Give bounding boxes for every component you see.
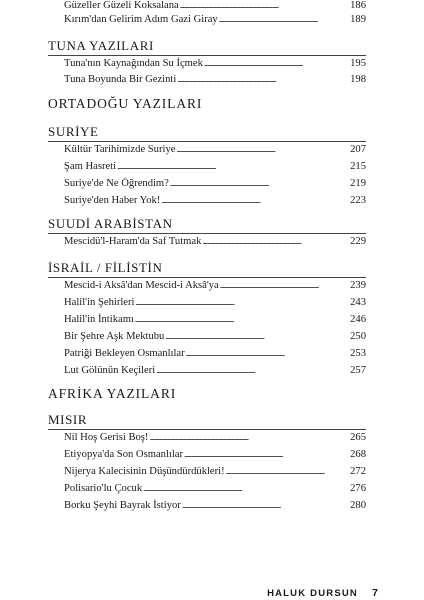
part-heading-afrika: AFRİKA YAZILARI: [48, 386, 177, 401]
entry-page: 239: [350, 280, 366, 291]
section-heading-israil: İSRAİL / FİLİSTİN: [48, 260, 163, 275]
entry-page: 198: [350, 74, 366, 85]
toc-entry: [64, 362, 366, 378]
entry-page: 272: [350, 466, 366, 477]
toc-entry: [64, 463, 366, 479]
entry-page: 276: [350, 483, 366, 494]
entry-page: 280: [350, 500, 366, 511]
toc-entry: [64, 233, 366, 249]
leader-dots: [149, 434, 349, 442]
entry-title: Polisario'lu Çocuk: [64, 483, 143, 494]
section-heading-suudi: SUUDİ ARABİSTAN: [48, 216, 173, 231]
entry-title: Nijerya Kalecisinin Düşündürdükleri!: [64, 466, 225, 477]
leader-dots: [156, 367, 349, 375]
entry-page: 253: [350, 348, 366, 359]
leader-dots: [135, 299, 349, 307]
entry-title: Halil'in Şehirleri: [64, 297, 135, 308]
leader-dots: [165, 333, 349, 341]
leader-dots: [161, 197, 349, 205]
leader-dots: [176, 146, 349, 154]
entry-page: 257: [350, 365, 366, 376]
entry-page: 189: [350, 14, 366, 25]
section-heading-tuna: TUNA YAZILARI: [48, 38, 154, 53]
entry-title: Lut Gölünün Keçileri: [64, 365, 156, 376]
toc-entry: [64, 71, 366, 87]
entry-title: Nil Hoş Gerisi Boş!: [64, 432, 149, 443]
leader-dots: [177, 76, 349, 84]
entry-page: 246: [350, 314, 366, 325]
leader-dots: [184, 451, 349, 459]
toc-entry: [64, 11, 366, 27]
section-heading-misir: MISIR: [48, 412, 88, 427]
entry-page: 268: [350, 449, 366, 460]
entry-title: Borku Şeyhi Bayrak İstiyor: [64, 500, 181, 511]
entry-page: 195: [350, 58, 366, 69]
entry-title: Patriği Bekleyen Osmanlılar: [64, 348, 185, 359]
leader-dots: [170, 180, 349, 188]
leader-dots: [180, 2, 349, 10]
entry-title: Halil'in İntikamı: [64, 314, 134, 325]
entry-page: 265: [350, 432, 366, 443]
leader-dots: [182, 502, 349, 510]
entry-title: Güzeller Güzeli Koksalana: [64, 0, 179, 11]
entry-page: 215: [350, 161, 366, 172]
entry-page: 219: [350, 178, 366, 189]
entry-title: Suriye'de Ne Öğrendim?: [64, 178, 169, 189]
entry-page: 250: [350, 331, 366, 342]
entry-title: Mescidü'l-Haram'da Saf Tutmak: [64, 236, 202, 247]
toc-entry: [64, 55, 366, 71]
leader-dots: [226, 468, 349, 476]
toc-entry: [64, 192, 366, 208]
toc-entry: [64, 158, 366, 174]
entry-title: Kültür Tarihimizde Suriye: [64, 144, 176, 155]
leader-dots: [202, 238, 349, 246]
entry-page: 223: [350, 195, 366, 206]
entry-page: 243: [350, 297, 366, 308]
entry-title: Tuna Boyunda Bir Gezinti: [64, 74, 177, 85]
toc-entry: [64, 175, 366, 191]
toc-entry: [64, 429, 366, 445]
leader-dots: [220, 282, 349, 290]
leader-dots: [117, 163, 349, 171]
entry-page: 207: [350, 144, 366, 155]
section-heading-suriye: SURİYE: [48, 124, 99, 139]
leader-dots: [135, 316, 349, 324]
entry-page: 186: [350, 0, 366, 11]
leader-dots: [143, 485, 349, 493]
toc-entry: [64, 277, 366, 293]
entry-title: Bir Şehre Aşk Mektubu: [64, 331, 165, 342]
entry-title: Suriye'den Haber Yok!: [64, 195, 161, 206]
entry-title: Mescid-i Aksâ'dan Mescid-i Aksâ'ya: [64, 280, 219, 291]
page-number: 7: [372, 587, 378, 599]
entry-title: Kırım'dan Gelirim Adım Gazi Giray: [64, 14, 218, 25]
leader-dots: [204, 60, 349, 68]
entry-title: Etiyopya'da Son Osmanlılar: [64, 449, 184, 460]
toc-entry: [64, 480, 366, 496]
leader-dots: [219, 16, 349, 24]
toc-entry: [64, 345, 366, 361]
toc-entry: [64, 294, 366, 310]
part-heading-ortadogu: ORTADOĞU YAZILARI: [48, 96, 203, 111]
entry-page: 229: [350, 236, 366, 247]
toc-entry: [64, 311, 366, 327]
toc-entry: [64, 446, 366, 462]
toc-entry: [64, 328, 366, 344]
leader-dots: [186, 350, 349, 358]
toc-entry: [64, 497, 366, 513]
running-footer-author: HALUK DURSUN: [267, 588, 358, 599]
entry-title: Şam Hasreti: [64, 161, 117, 172]
entry-title: Tuna'nın Kaynağından Su İçmek: [64, 58, 203, 69]
toc-entry: [64, 141, 366, 157]
